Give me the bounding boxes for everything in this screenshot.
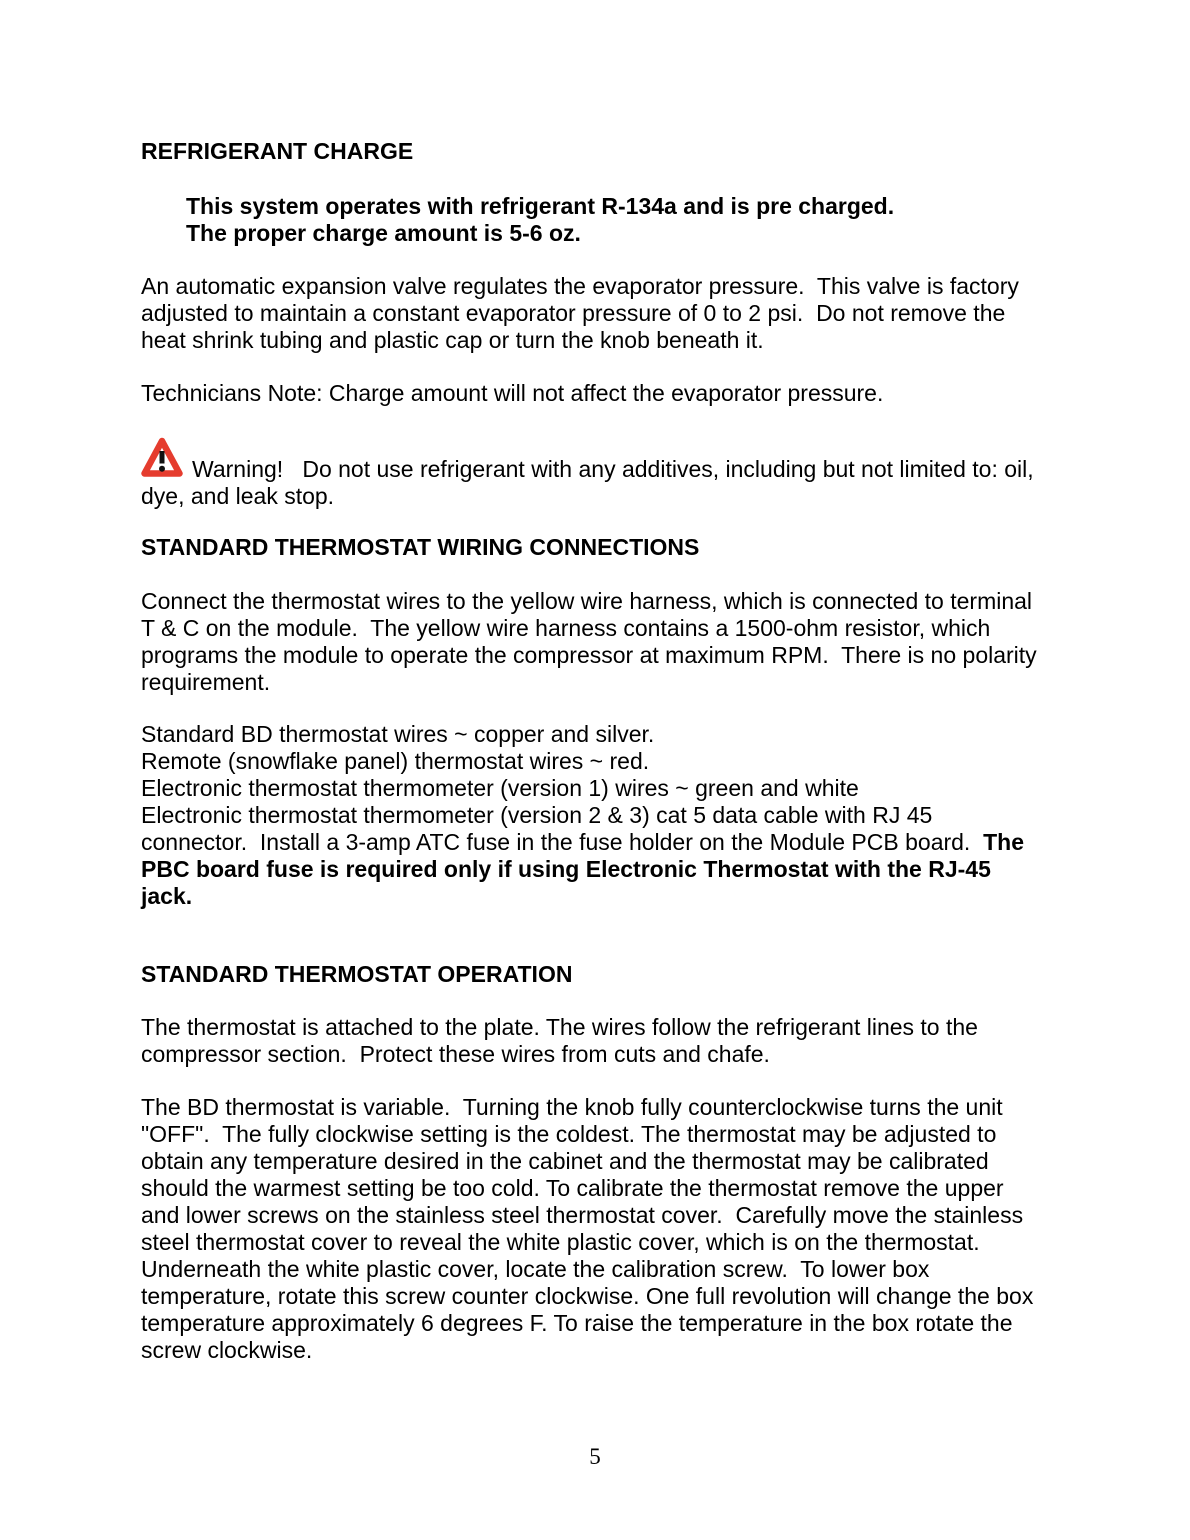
warning-note: [141, 437, 1041, 510]
wire-list-line-4: Electronic thermostat thermometer (version 2 & 3) cat 5 data cable with RJ 45 connector. Install a 3-amp ATC fuse in the fuse holder on the Module PCB board.: [141, 802, 984, 855]
paragraph-expansion-valve: An automatic expansion valve regulates the evaporator pressure. This valve is factory adjusted to maintain a constant evaporator pressure of 0 to 2 psi. Do not remove the heat shrink tubing and plastic cap or turn the knob beneath it.: [141, 273, 1026, 353]
section-heading-refrigerant-charge: REFRIGERANT CHARGE: [141, 138, 414, 164]
page-number: 5: [589, 1444, 601, 1469]
wire-color-list: [141, 721, 1041, 910]
wire-list-line-1: Standard BD thermostat wires ~ copper and silver.: [141, 721, 655, 747]
charge-note-line-2: The proper charge amount is 5-6 oz.: [186, 220, 581, 246]
wire-list-line-3: Electronic thermostat thermometer (version 1) wires ~ green and white: [141, 775, 859, 801]
page-content: [141, 138, 1044, 1364]
wire-list-line-2: Remote (snowflake panel) thermostat wires ~ red.: [141, 748, 650, 774]
paragraph-connect-thermostat: Connect the thermostat wires to the yellow wire harness, which is connected to terminal T & C on the module. The yellow wire harness contains a 1500-ohm resistor, which programs the module to operate the compressor at maximum RPM. There is no polarity requirement.: [141, 588, 1044, 695]
wire-list-bold-note: The PBC board fuse is required only if using Electronic Thermostat with the RJ-45 jack.: [141, 829, 1031, 909]
paragraph-technicians-note: Technicians Note: Charge amount will not affect the evaporator pressure.: [141, 380, 884, 406]
charge-note: [186, 193, 1041, 247]
warning-triangle-icon: [141, 437, 183, 477]
charge-note-line-1: This system operates with refrigerant R-134a and is pre charged.: [186, 193, 895, 219]
paragraph-thermostat-adjustment: The BD thermostat is variable. Turning the knob fully counterclockwise turns the unit "OFF". The fully clockwise setting is the coldest. The thermostat may be adjusted to obtain any temperature desired in the cabinet and the thermostat may be calibrated should the warmest setting be too cold. To calibrate the thermostat remove the upper and lower screws on the stainless steel thermostat cover. Carefully move the stainless steel thermostat cover to reveal the white plastic cover, which is on the thermostat. Underneath the white plastic cover, locate the calibration screw. To lower box temperature, rotate this screw counter clockwise. One full revolution will change the box temperature approximately 6 degrees F. To raise the temperature in the box rotate the screw clockwise.: [141, 1094, 1040, 1363]
warning-text: Warning! Do not use refrigerant with any additives, including but not limited to: oil, dye, and leak stop.: [141, 456, 1041, 509]
paragraph-thermostat-plate: The thermostat is attached to the plate. The wires follow the refrigerant lines to the compressor section. Protect these wires from cuts and chafe.: [141, 1014, 985, 1067]
section-heading-thermostat-operation: STANDARD THERMOSTAT OPERATION: [141, 961, 573, 987]
section-heading-wiring-connections: STANDARD THERMOSTAT WIRING CONNECTIONS: [141, 534, 700, 560]
